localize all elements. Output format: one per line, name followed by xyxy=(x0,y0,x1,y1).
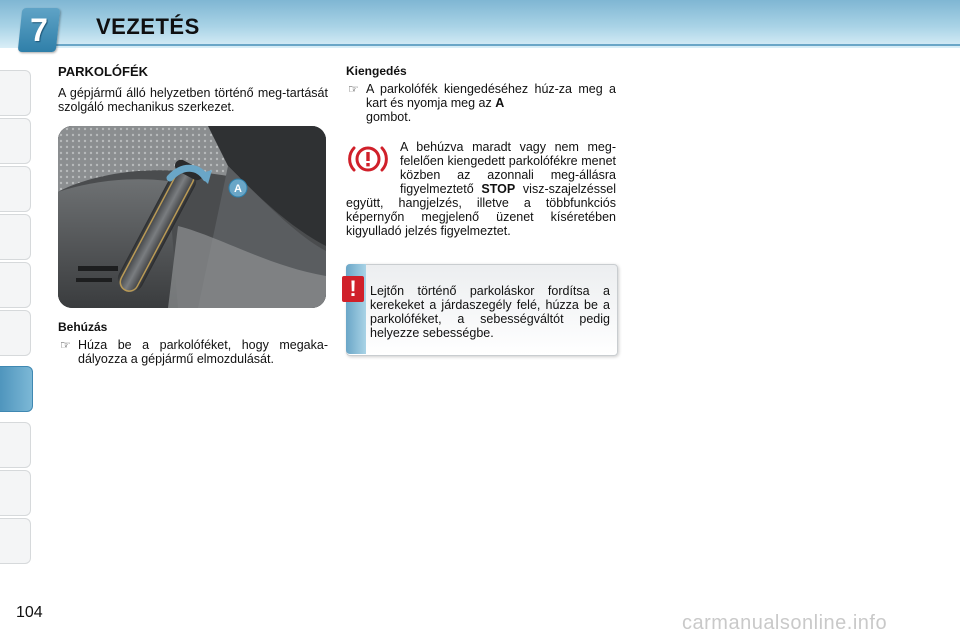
side-tab[interactable] xyxy=(0,518,31,564)
release-text-end: gombot. xyxy=(366,110,412,124)
chapter-number: 7 xyxy=(30,12,48,48)
release-button-letter: A xyxy=(495,96,505,110)
watermark: carmanualsonline.info xyxy=(682,612,888,634)
exclamation-icon: ! xyxy=(342,276,364,302)
warning-text-main: A behúzva maradt vagy nem meg-felelően kiengedett parkolófékre menet közben az azonnali meg-állásra figyelmeztető xyxy=(400,140,616,196)
icon-spacer xyxy=(346,140,400,196)
section-title: PARKOLÓFÉK xyxy=(58,64,149,79)
callout-a-label: A xyxy=(234,183,242,195)
warning-stop-word: STOP xyxy=(481,182,516,196)
release-text xyxy=(366,82,616,124)
note-text: Lejtőn történő parkoláskor fordítsa a kerekeket a járdaszegély felé, húzza be a parkolóféket, a sebességváltót pedig helyezze sebességbe. xyxy=(370,284,610,340)
side-tab-strip xyxy=(0,70,34,575)
release-heading: Kiengedés xyxy=(346,64,407,78)
chapter-title: VEZETÉS xyxy=(96,14,200,39)
side-tab[interactable] xyxy=(0,470,31,516)
side-tab[interactable] xyxy=(0,118,31,164)
header-rule xyxy=(52,44,960,46)
apply-text: Húza be a parkolóféket, hogy megaka-dályozza a gépjármű elmozdulását. xyxy=(78,338,328,366)
side-tab[interactable] xyxy=(0,166,31,212)
page-number: 104 xyxy=(16,604,43,621)
apply-heading: Behúzás xyxy=(58,320,108,334)
handbrake-photo xyxy=(58,126,326,308)
warning-text xyxy=(346,140,616,238)
side-tab[interactable] xyxy=(0,214,31,260)
side-tab[interactable] xyxy=(0,262,31,308)
side-tab[interactable] xyxy=(0,310,31,356)
warning-text-end: visz-szajelzéssel együtt, hangjelzés, illetve a többfunkciós képernyőn megjelenő üzenet kíséretében kigyulladó jelzés figyelmeztet. xyxy=(346,182,616,238)
bullet-icon: ☞ xyxy=(60,338,71,352)
side-tab-active[interactable] xyxy=(0,366,33,412)
side-tab[interactable] xyxy=(0,422,31,468)
handbrake-illustration xyxy=(58,126,326,308)
release-text-main: A parkolófék kiengedéséhez húz-za meg a kart és nyomja meg az xyxy=(366,82,616,110)
bullet-icon: ☞ xyxy=(348,82,359,96)
intro-text: A gépjármű álló helyzetben történő meg-tartását szolgáló mechanikus szerkezet. xyxy=(58,86,328,114)
side-tab[interactable] xyxy=(0,70,31,116)
